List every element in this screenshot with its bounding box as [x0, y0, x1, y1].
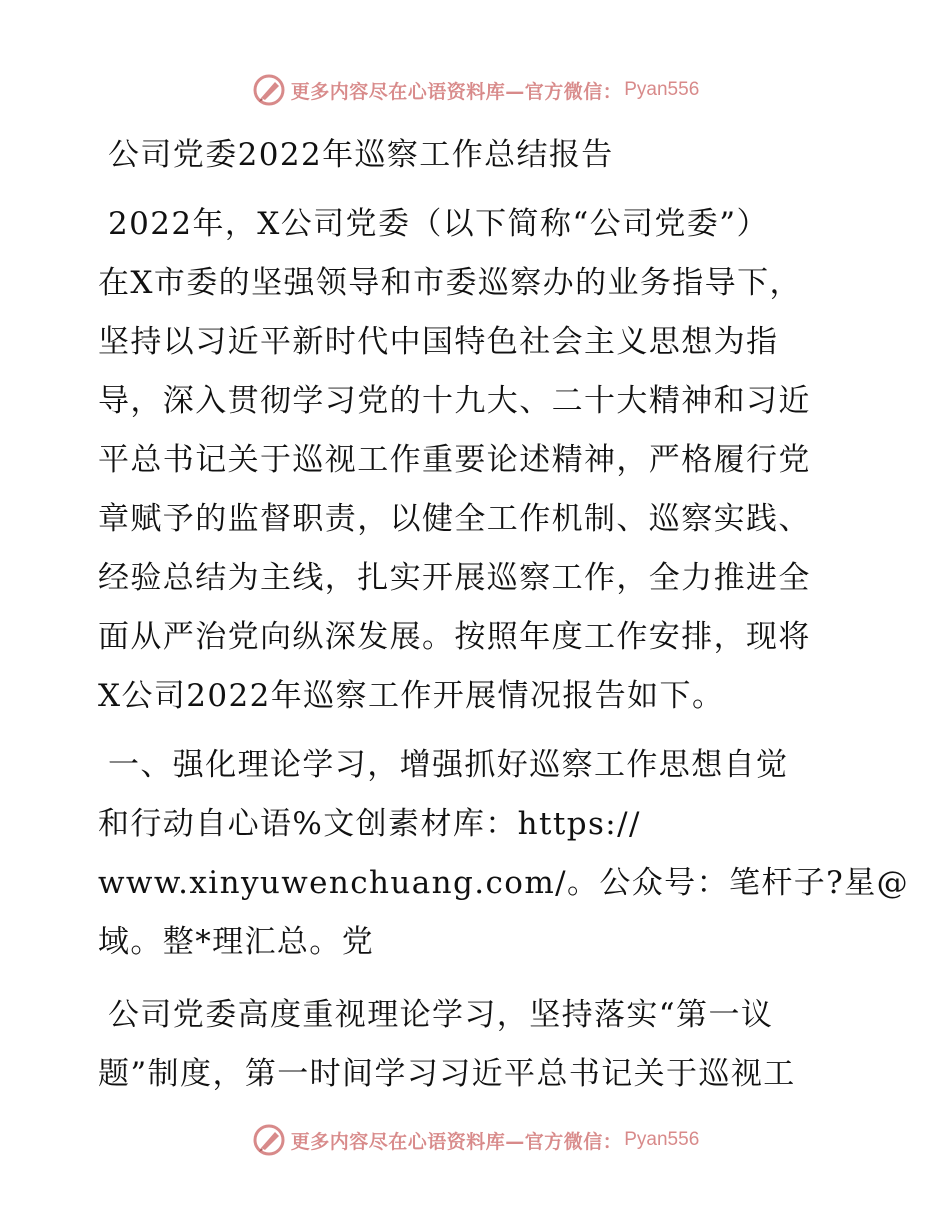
- watermark-banner-bottom: [0, 1120, 950, 1160]
- watermark-text: 更多内容尽在心语资料库—官方微信：: [290, 1130, 623, 1153]
- paragraph-line: 导，深入贯彻学习党的十九大、二十大精神和习近: [98, 383, 811, 419]
- document-title: 公司党委2022年巡察工作总结报告: [108, 137, 614, 173]
- paragraph-line: 章赋予的监督职责，以健全工作机制、巡察实践、: [98, 501, 811, 537]
- paragraph-line: 公司党委高度重视理论学习，坚持落实“第一议: [108, 997, 774, 1033]
- pen-logo-icon: [251, 1122, 287, 1158]
- watermark-text: 更多内容尽在心语资料库—官方微信：: [290, 80, 623, 103]
- section-line: 域。整*理汇总。党: [98, 924, 375, 960]
- body-paragraph-2: [98, 986, 854, 1104]
- watermark-wechat-id: Pyan556: [624, 79, 700, 100]
- paragraph-line: 在X市委的坚强领导和市委巡察办的业务指导下，: [98, 265, 802, 301]
- paragraph-line: 题”制度，第一时间学习习近平总书记关于巡视工: [98, 1056, 796, 1092]
- document-body: [98, 126, 909, 1104]
- section-heading-1: [98, 736, 909, 972]
- paragraph-line: 经验总结为主线，扎实开展巡察工作，全力推进全: [98, 560, 811, 596]
- watermark-wechat-id: Pyan556: [624, 1129, 700, 1150]
- section-line: 和行动自心语%文创素材库：https://: [98, 806, 641, 842]
- paragraph-line: 坚持以习近平新时代中国特色社会主义思想为指: [98, 324, 779, 360]
- section-line: www.xinyuwenchuang.com/。公众号：笔杆子?星@: [98, 865, 909, 901]
- intro-paragraph: [98, 195, 854, 726]
- paragraph-line: X公司2022年巡察工作开展情况报告如下。: [98, 678, 725, 714]
- watermark-banner-top: [0, 70, 950, 110]
- paragraph-line: 平总书记关于巡视工作重要论述精神，严格履行党: [98, 442, 811, 478]
- pen-logo-icon: [251, 72, 287, 108]
- paragraph-line: 面从严治党向纵深发展。按照年度工作安排，现将: [98, 619, 811, 655]
- section-line: 一、强化理论学习，增强抓好巡察工作思想自觉: [108, 747, 789, 783]
- paragraph-line: 2022年，X公司党委（以下简称“公司党委”）: [108, 206, 769, 242]
